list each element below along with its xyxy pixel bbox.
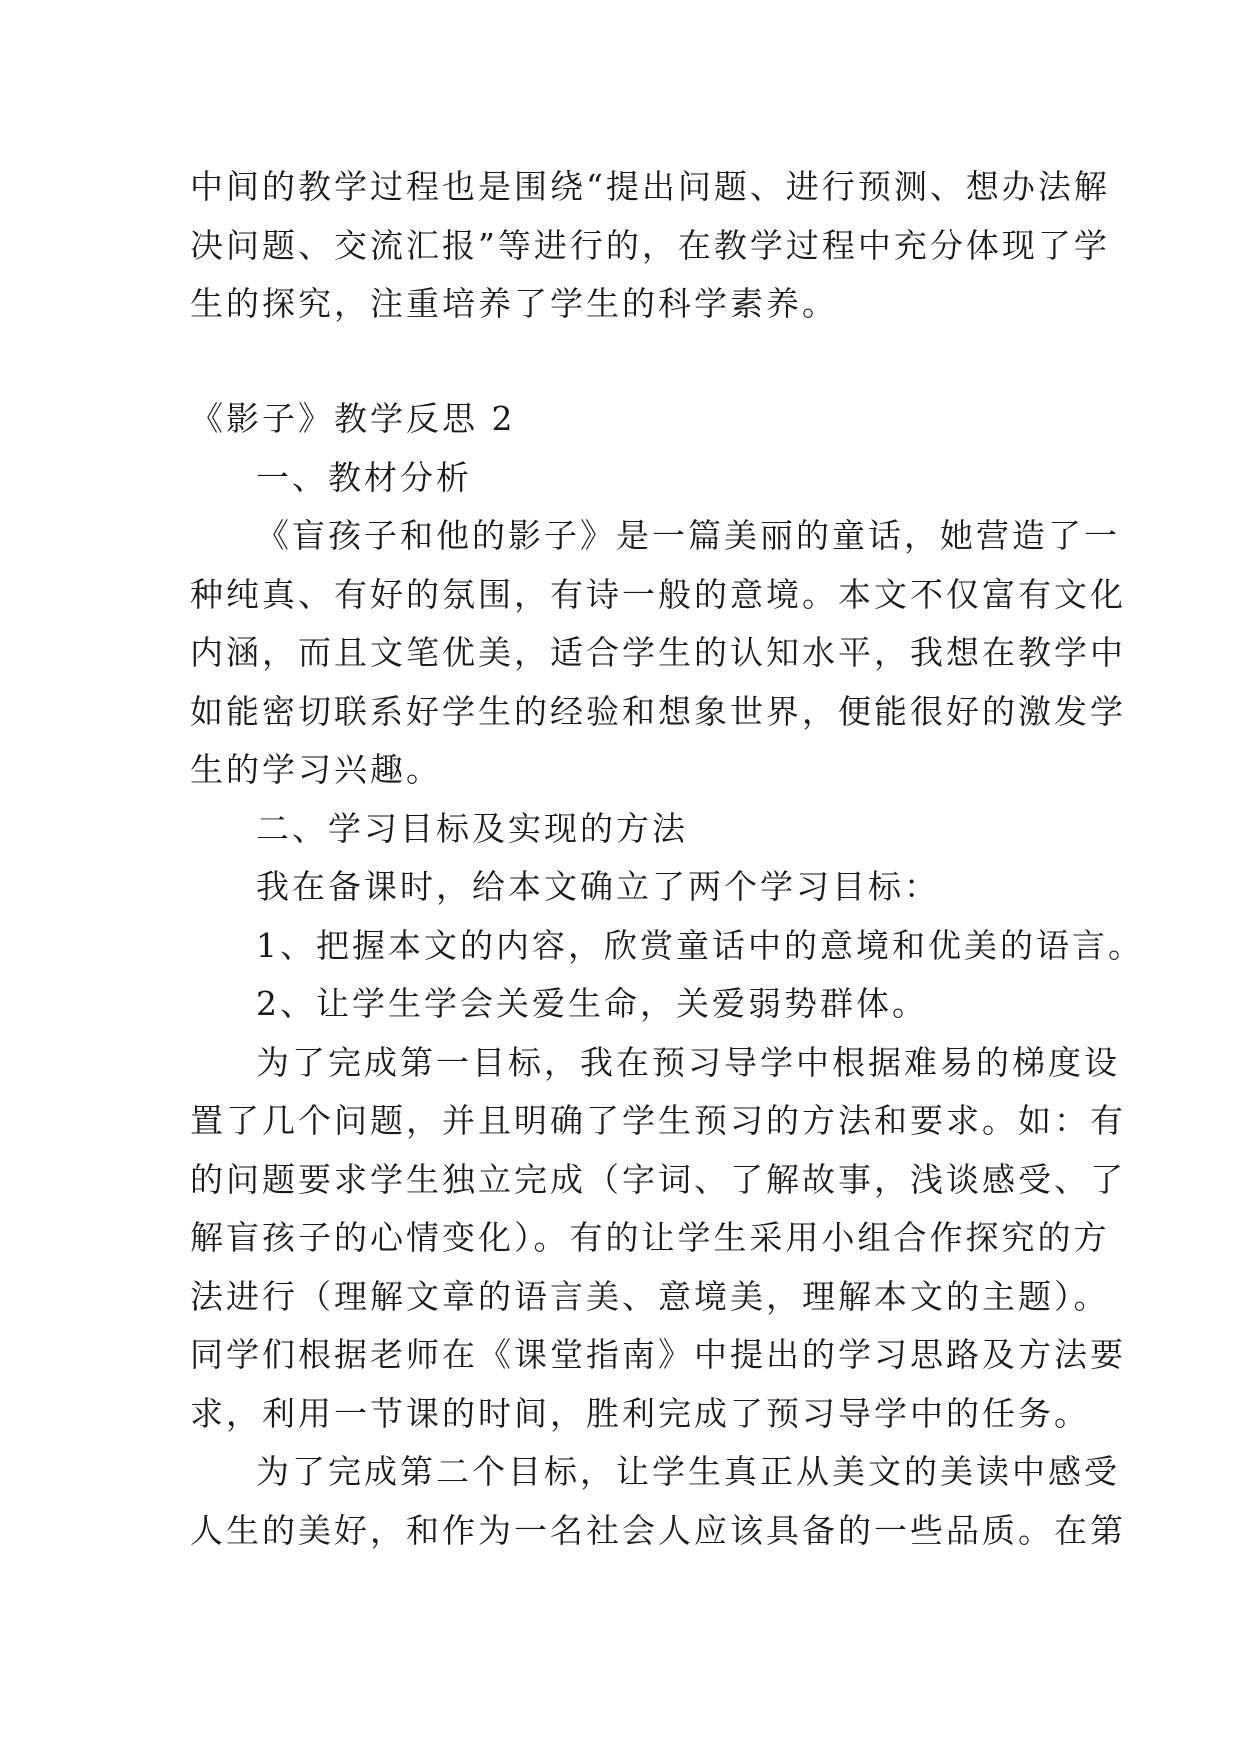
intro-paragraph xyxy=(190,158,1110,334)
section-title: 《影子》教学反思 2 xyxy=(190,399,516,438)
text-line: 决问题、交流汇报”等进行的，在教学过程中充分体现了学 xyxy=(190,225,1110,265)
main-section xyxy=(190,390,1144,1560)
text-line: 种纯真、有好的氛围，有诗一般的意境。本文不仅富有文化 xyxy=(190,574,1126,614)
heading-textbook-analysis: 一、教材分析 xyxy=(256,457,472,497)
text-line: 解盲孩子的心情变化）。有的让学生采用小组合作探究的方 xyxy=(190,1218,1110,1257)
list-item: 1、把握本文的内容，欣赏童话中的意境和优美的语言。 xyxy=(256,925,1144,965)
text-line: 生的探究，注重培养了学生的科学素养。 xyxy=(190,284,838,323)
text-line: 为了完成第二个目标，让学生真正从美文的美读中感受 xyxy=(256,1452,1120,1491)
text-line: 《盲孩子和他的影子》是一篇美丽的童话，她营造了一 xyxy=(256,516,1120,555)
text-line: 求，利用一节课的时间，胜利完成了预习导学中的任务。 xyxy=(190,1393,1090,1433)
heading-learning-goals: 二、学习目标及实现的方法 xyxy=(256,808,688,848)
text-line: 我在备课时，给本文确立了两个学习目标： xyxy=(256,867,940,906)
text-line: 如能密切联系好学生的经验和想象世界，便能很好的激发学 xyxy=(190,691,1126,731)
text-line: 的问题要求学生独立完成（字词、了解故事，浅谈感受、了 xyxy=(190,1159,1126,1199)
list-item: 2、让学生学会关爱生命，关爱弱势群体。 xyxy=(256,984,928,1023)
text-line: 法进行（理解文章的语言美、意境美，理解本文的主题）。 xyxy=(190,1276,1110,1316)
text-line: 内涵，而且文笔优美，适合学生的认知水平，我想在教学中 xyxy=(190,633,1126,672)
text-line: 人生的美好，和作为一名社会人应该具备的一些品质。在第 xyxy=(190,1510,1126,1550)
text-line: 生的学习兴趣。 xyxy=(190,750,442,789)
text-line: 同学们根据老师在《课堂指南》中提出的学习思路及方法要 xyxy=(190,1335,1126,1374)
text-line: 中间的教学过程也是围绕“提出问题、进行预测、想办法解 xyxy=(190,167,1110,206)
text-line: 为了完成第一目标，我在预习导学中根据难易的梯度设 xyxy=(256,1042,1120,1082)
text-line: 置了几个问题，并且明确了学生预习的方法和要求。如：有 xyxy=(190,1101,1126,1140)
